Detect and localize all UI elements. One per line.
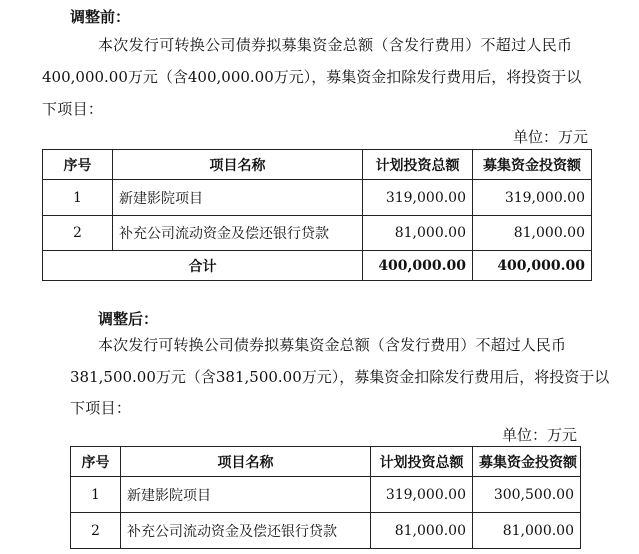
cell-seq: 1 <box>43 180 113 216</box>
before-investment-table <box>42 149 592 281</box>
cell-planned-total: 81,000.00 <box>371 513 473 549</box>
cell-seq: 2 <box>71 513 121 549</box>
table-row <box>71 513 581 549</box>
table-row <box>43 180 592 216</box>
table-row <box>71 477 581 513</box>
before-paragraph-line-1: 本次发行可转换公司债券拟募集资金总额（含发行费用）不超过人民币 <box>98 36 573 54</box>
before-paragraph-line-2: 400,000.00万元（含400,000.00万元），募集资金扣除发行费用后，将投资于以 <box>42 68 582 86</box>
header-planned-total: 计划投资总额 <box>363 150 473 180</box>
before-heading: 调整前： <box>70 8 131 26</box>
after-table-header-row <box>71 447 581 477</box>
after-heading: 调整后： <box>98 310 159 328</box>
cell-planned-total: 319,000.00 <box>363 180 473 216</box>
header-project-name: 项目名称 <box>121 447 371 477</box>
after-unit-label: 单位：万元 <box>501 426 577 444</box>
total-raised: 400,000.00 <box>473 251 592 281</box>
total-label: 合计 <box>43 251 363 281</box>
after-paragraph-line-3: 下项目： <box>70 399 132 417</box>
cell-raised-amount: 81,000.00 <box>473 216 592 251</box>
header-raised-amount: 募集资金投资额 <box>473 150 592 180</box>
table-row <box>43 216 592 251</box>
header-planned-total: 计划投资总额 <box>371 447 473 477</box>
after-investment-table <box>70 446 581 549</box>
cell-project-name: 新建影院项目 <box>121 477 371 513</box>
cell-seq: 2 <box>43 216 113 251</box>
header-raised-amount: 募集资金投资额 <box>473 447 581 477</box>
cell-project-name: 补充公司流动资金及偿还银行贷款 <box>113 216 363 251</box>
cell-raised-amount: 319,000.00 <box>473 180 592 216</box>
cell-raised-amount: 300,500.00 <box>473 477 581 513</box>
after-paragraph-line-1: 本次发行可转换公司债券拟募集资金总额（含发行费用）不超过人民币 <box>98 336 567 354</box>
header-project-name: 项目名称 <box>113 150 363 180</box>
header-seq: 序号 <box>71 447 121 477</box>
before-unit-label: 单位：万元 <box>512 128 588 146</box>
cell-raised-amount: 81,000.00 <box>473 513 581 549</box>
before-table-total-row <box>43 251 592 281</box>
after-paragraph-line-2: 381,500.00万元（含381,500.00万元），募集资金扣除发行费用后，将投资于以 <box>70 368 610 386</box>
before-table-header-row <box>43 150 592 180</box>
cell-planned-total: 81,000.00 <box>363 216 473 251</box>
cell-planned-total: 319,000.00 <box>371 477 473 513</box>
total-planned: 400,000.00 <box>363 251 473 281</box>
cell-project-name: 新建影院项目 <box>113 180 363 216</box>
before-paragraph-line-3: 下项目： <box>42 100 104 118</box>
cell-project-name: 补充公司流动资金及偿还银行贷款 <box>121 513 371 549</box>
header-seq: 序号 <box>43 150 113 180</box>
cell-seq: 1 <box>71 477 121 513</box>
